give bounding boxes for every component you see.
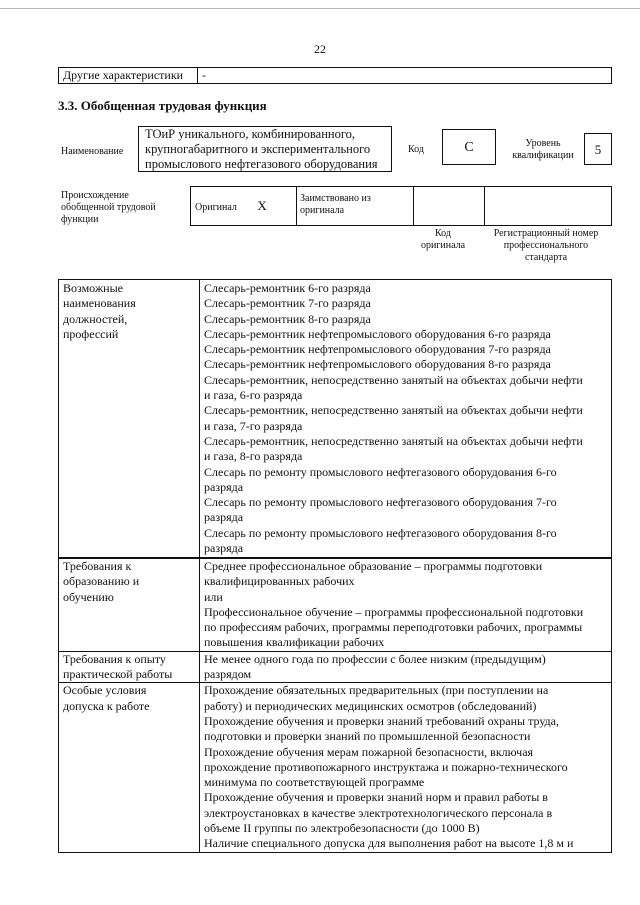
page-number: 22 bbox=[314, 42, 326, 56]
positions-label-line: профессий bbox=[63, 326, 119, 341]
education-line: или bbox=[204, 589, 223, 604]
other-characteristics-table bbox=[58, 67, 612, 84]
function-name-line: крупногабаритного и экспериментального bbox=[145, 142, 371, 156]
level-label-line: квалификации bbox=[512, 150, 574, 161]
positions-label-line: должностей, bbox=[63, 311, 128, 326]
code-original-caption bbox=[408, 228, 478, 252]
position-item: разряда bbox=[204, 479, 244, 494]
special-line: Наличие специального допуска для выполнения работ на высоте 1,8 м и bbox=[204, 836, 574, 851]
other-characteristics-label: Другие характеристики bbox=[59, 68, 198, 84]
level-label bbox=[505, 138, 581, 162]
experience-label bbox=[59, 651, 200, 683]
experience-line: Не менее одного года по профессии с более низким (предыдущим) bbox=[204, 651, 546, 666]
origin-reg-number-cell bbox=[485, 187, 612, 226]
special-conditions-text bbox=[200, 683, 612, 852]
original-mark: X bbox=[257, 198, 267, 213]
education-line: повышения квалификации рабочих bbox=[204, 635, 385, 650]
origin-table bbox=[190, 186, 612, 226]
origin-label-line: функции bbox=[61, 214, 99, 225]
top-edge-line bbox=[0, 8, 640, 9]
position-item: Слесарь-ремонтник, непосредственно занятый на объектах добычи нефти bbox=[204, 403, 583, 418]
special-line: объеме II группы по электробезопасности (до 1000 В) bbox=[204, 821, 480, 836]
caption-line: Код bbox=[435, 228, 451, 239]
position-item: Слесарь-ремонтник нефтепромыслового оборудования 8-го разряда bbox=[204, 357, 551, 372]
position-item: Слесарь-ремонтник 7-го разряда bbox=[204, 296, 371, 311]
origin-label-line: обобщенной трудовой bbox=[61, 202, 156, 213]
name-label: Наименование bbox=[61, 146, 124, 157]
positions-list bbox=[200, 280, 612, 558]
education-line: Среднее профессиональное образование – программы подготовки bbox=[204, 559, 543, 573]
special-line: подготовки и проверки знаний по промышленной безопасности bbox=[204, 729, 531, 744]
special-label-line: Особые условия bbox=[63, 683, 147, 698]
special-line: Прохождение обучения мерам пожарной безопасности, включая bbox=[204, 744, 534, 759]
function-name-line: промыслового нефтегазового оборудования bbox=[145, 157, 378, 171]
special-line: Прохождение обучения и проверки знаний требований охраны труда, bbox=[204, 713, 559, 728]
position-item: и газа, 7-го разряда bbox=[204, 418, 303, 433]
positions-label-line: наименования bbox=[63, 296, 136, 311]
caption-line: стандарта bbox=[524, 252, 568, 263]
section-title: 3.3. Обобщенная трудовая функция bbox=[58, 98, 267, 113]
level-value-box bbox=[584, 133, 612, 165]
education-line: по профессиям рабочих, программы переподготовки рабочих, программы bbox=[204, 620, 583, 635]
borrowed-line: оригинала bbox=[300, 205, 345, 216]
position-item: Слесарь по ремонту промыслового нефтегазового оборудования 6-го bbox=[204, 464, 557, 479]
requirements-table bbox=[58, 558, 612, 853]
code-value: C bbox=[464, 140, 474, 155]
education-label-line: обучению bbox=[63, 589, 114, 604]
origin-original-cell bbox=[191, 187, 297, 226]
position-item: Слесарь по ремонту промыслового нефтегазового оборудования 7-го bbox=[204, 495, 557, 510]
special-line: электроустановках в качестве электротехнологического персонала в bbox=[204, 805, 553, 820]
position-item: и газа, 6-го разряда bbox=[204, 388, 303, 403]
origin-label bbox=[61, 190, 156, 226]
position-item: и газа, 8-го разряда bbox=[204, 449, 303, 464]
origin-code-cell bbox=[414, 187, 485, 226]
other-characteristics-value: - bbox=[198, 68, 612, 84]
education-label-line: образованию и bbox=[63, 574, 140, 589]
position-item: разряда bbox=[204, 541, 244, 556]
special-conditions-label bbox=[59, 683, 200, 852]
experience-row bbox=[59, 651, 612, 683]
caption-line: Регистрационный номер bbox=[493, 228, 599, 239]
education-text bbox=[200, 559, 612, 652]
experience-label-line: Требования к опыту bbox=[63, 651, 166, 666]
level-value: 5 bbox=[594, 142, 602, 157]
position-item: Слесарь-ремонтник 8-го разряда bbox=[204, 311, 371, 326]
special-line: минимума по соответствующей программе bbox=[204, 775, 425, 790]
position-item: Слесарь по ремонту промыслового нефтегазового оборудования 8-го bbox=[204, 525, 557, 540]
special-line: работу) и периодических медицинских осмотров (обследований) bbox=[204, 698, 537, 713]
education-label-line: Требования к bbox=[63, 559, 132, 573]
education-label bbox=[59, 559, 200, 652]
experience-line: разрядом bbox=[204, 667, 252, 682]
function-name-box bbox=[138, 126, 392, 172]
position-item: Слесарь-ремонтник, непосредственно занятый на объектах добычи нефти bbox=[204, 372, 583, 387]
origin-label-line: Происхождение bbox=[61, 190, 129, 201]
positions-label-line: Возможные bbox=[63, 281, 123, 295]
caption-line: профессионального bbox=[503, 240, 589, 251]
caption-line: оригинала bbox=[420, 240, 466, 251]
education-line: квалифицированных рабочих bbox=[204, 574, 355, 589]
special-conditions-row bbox=[59, 683, 612, 852]
special-line: прохождение противопожарного инструктажа и пожарно-технического bbox=[204, 759, 568, 774]
position-item: Слесарь-ремонтник, непосредственно занятый на объектах добычи нефти bbox=[204, 433, 583, 448]
education-line: Профессиональное обучение – программы профессиональной подготовки bbox=[204, 604, 584, 619]
position-item: разряда bbox=[204, 510, 244, 525]
position-item: Слесарь-ремонтник 6-го разряда bbox=[204, 281, 371, 295]
position-item: Слесарь-ремонтник нефтепромыслового оборудования 7-го разряда bbox=[204, 342, 551, 357]
experience-text bbox=[200, 651, 612, 683]
reg-number-caption bbox=[480, 228, 612, 264]
positions-table bbox=[58, 279, 612, 558]
code-label: Код bbox=[408, 144, 424, 155]
borrowed-line: Заимствовано из bbox=[300, 193, 371, 204]
positions-label bbox=[59, 280, 200, 558]
education-row bbox=[59, 559, 612, 652]
code-value-box bbox=[442, 129, 496, 165]
special-line: Прохождение обязательных предварительных (при поступлении на bbox=[204, 683, 549, 698]
origin-borrowed-cell bbox=[297, 187, 414, 226]
original-label: Оригинал bbox=[195, 202, 237, 213]
experience-label-line: практической работы bbox=[63, 667, 173, 682]
function-name-line: ТОиР уникального, комбинированного, bbox=[145, 127, 356, 141]
position-item: Слесарь-ремонтник нефтепромыслового оборудования 6-го разряда bbox=[204, 326, 551, 341]
special-label-line: допуска к работе bbox=[63, 698, 150, 713]
level-label-line: Уровень bbox=[525, 138, 561, 149]
special-line: Прохождение обучения и проверки знаний норм и правил работы в bbox=[204, 790, 548, 805]
